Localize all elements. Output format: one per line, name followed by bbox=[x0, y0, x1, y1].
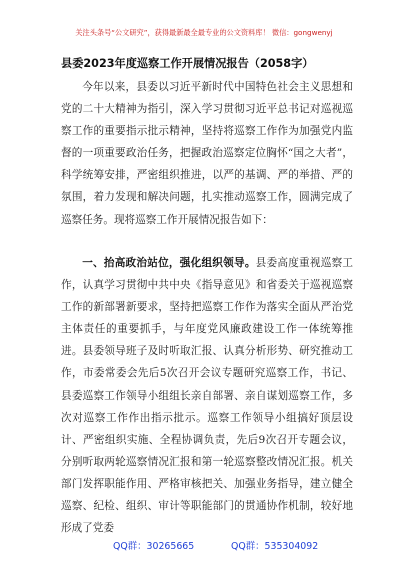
qq-group-1: QQ群：30265665 bbox=[113, 541, 195, 552]
section-heading: 一、抬高政治站位，强化组织领导。 bbox=[82, 257, 256, 269]
document-title: 县委2023年度巡察工作开展情况报告（2058字） bbox=[61, 57, 314, 70]
section-paragraph bbox=[61, 252, 353, 539]
intro-paragraph bbox=[61, 76, 353, 231]
footer-contact bbox=[0, 538, 408, 552]
section-body-text: 县委高度重视巡察工作，认真学习贯彻中共中央《指导意见》和省委关于巡视巡察工作的新部署新要求，坚持把巡察工作作为落实全面从严治党主体责任的重要抓手，与年度党风廉政建设工作一体统筹推进。县委领导班子及时听取汇报、认真分析形势、研究推动工作，市委常委会先后5次召开会议专题研究巡察工作，书记、县委巡察工作领导小组组长亲自部署、亲自谋划巡察工作，多次对巡察工作作出指示批示。巡察工作领导小组搞好顶层设计、严密组织实施、全程协调负责，先后9次召开专题会议，分别听取两轮巡察情况汇报和第一轮巡察整改情况汇报。机关部门发挥职能作用、严格审核把关、加强业务指导，建立健全巡察、纪检、组织、审计等职能部门的贯通协作机制，较好地形成了党委 bbox=[61, 257, 354, 535]
paragraph-text: 今年以来，县委以习近平新时代中国特色社会主义思想和党的二十大精神为指引，深入学习贯彻习近平总书记对巡视巡察工作的重要指示批示精神，坚持将巡察工作作为加强党内监督的一项重要政治任务，把握政治巡察定位胸怀“国之大者”，科学统筹安排，严密组织推进，以严的基调、严的举措、严的氛围，着力发现和解决问题，扎实推动巡察工作，圆满完成了巡察任务。现将巡察工作开展情况报告如下： bbox=[61, 81, 353, 226]
header-promo-banner: 关注头条号“公文研究”，获得最新最全最专业的公文资料库！ 微信：gongwenyj bbox=[75, 28, 333, 37]
qq-group-2: QQ群：535304092 bbox=[231, 541, 319, 552]
section-one bbox=[61, 252, 353, 539]
